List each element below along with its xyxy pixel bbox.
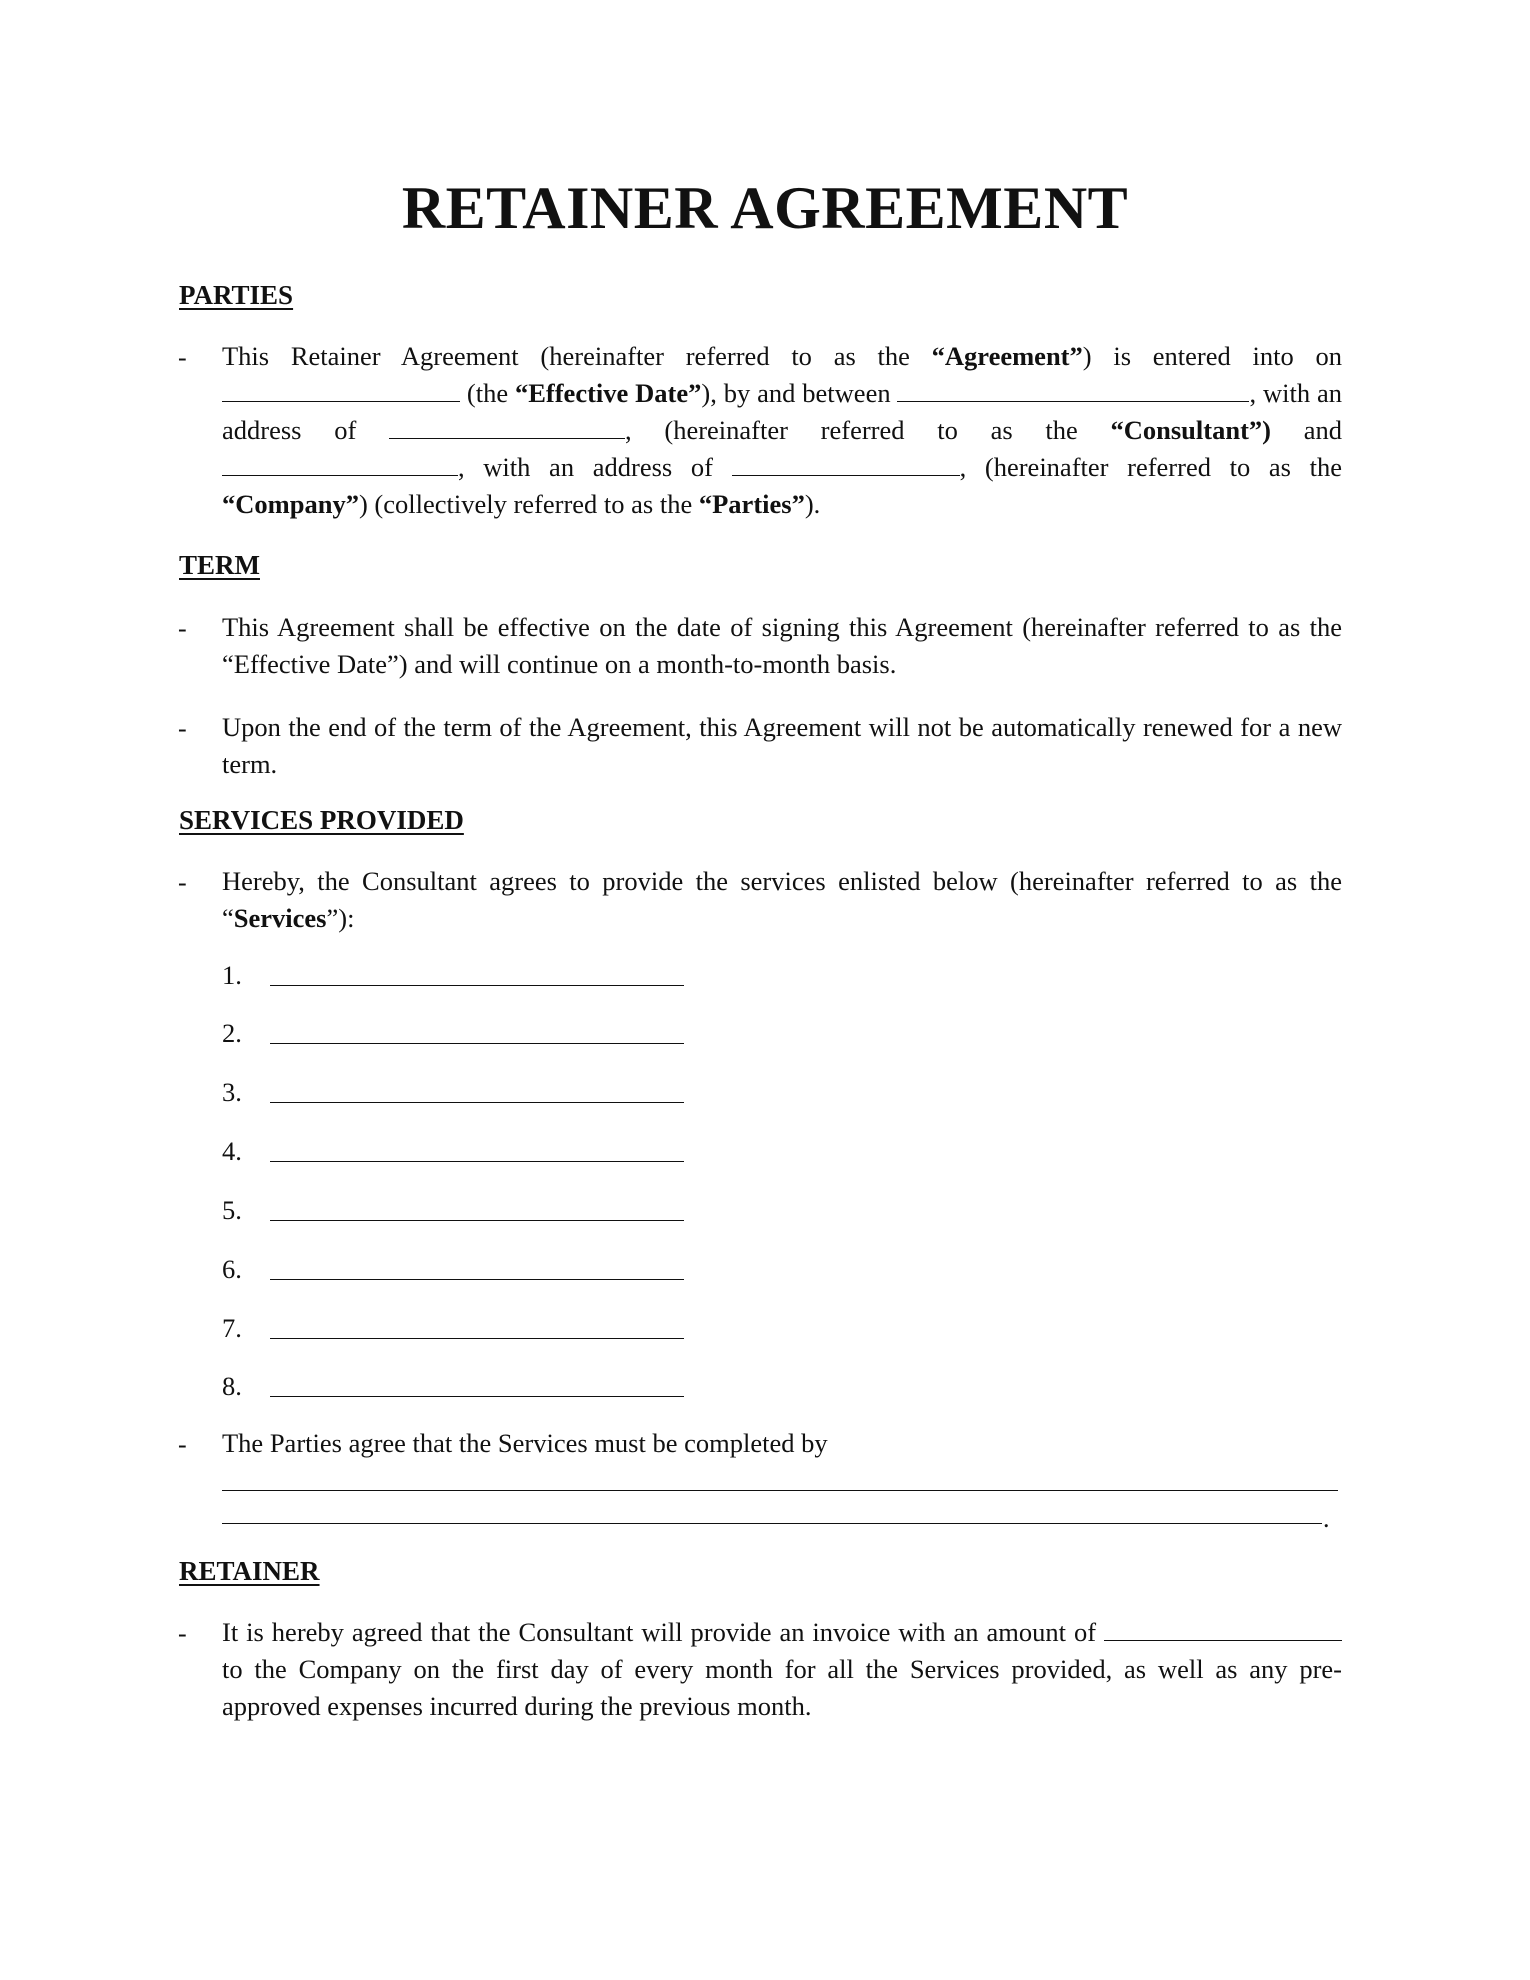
retainer-text: It is hereby agreed that the Consultant will provide an invoice with an amount of (222, 1617, 1104, 1647)
service-item-blank[interactable] (270, 1396, 684, 1397)
company-address-blank[interactable] (732, 453, 960, 476)
service-item-number: 2. (222, 1018, 242, 1048)
services-paragraph (222, 863, 1342, 937)
retainer-amount-blank[interactable] (1104, 1618, 1342, 1641)
service-item-blank[interactable] (270, 1043, 684, 1044)
parties-text: ), by and between (701, 378, 898, 408)
company-name-blank[interactable] (222, 453, 458, 476)
service-item-number: 6. (222, 1254, 242, 1284)
company-term: “Company” (222, 489, 359, 519)
parties-text: , with an address of (222, 378, 1342, 445)
service-item-blank[interactable] (270, 1338, 684, 1339)
service-item-number: 7. (222, 1313, 242, 1343)
agreement-term: “Agreement” (931, 341, 1083, 371)
section-heading-retainer: RETAINER (179, 1556, 320, 1586)
completion-period: . (1323, 1504, 1330, 1533)
parties-text: ) (collectively referred to as the (358, 489, 699, 519)
parties-text: ) is entered into on (1082, 341, 1342, 371)
parties-paragraph (222, 338, 1342, 523)
parties-text: , (hereinafter referred to as the (625, 415, 1111, 445)
term-paragraph-2: Upon the end of the term of the Agreement, this Agreement will not be automatically renewed for a new term. (222, 712, 1342, 779)
section-heading-term: TERM (179, 550, 260, 580)
service-item-blank[interactable] (270, 1102, 684, 1103)
consultant-term: “Consultant”) (1110, 415, 1271, 445)
service-item-blank[interactable] (270, 1220, 684, 1221)
service-item-number: 1. (222, 960, 242, 990)
parties-text: ). (804, 489, 821, 519)
parties-text: This Retainer Agreement (hereinafter referred to as the (222, 341, 932, 371)
bullet-dash: - (178, 1619, 187, 1648)
retainer-text: to the Company on the first day of every month for all the Services provided, as well as any pre-approved expenses incurred during the previous month. (222, 1654, 1342, 1721)
service-item-blank[interactable] (270, 985, 684, 986)
consultant-name-blank[interactable] (897, 379, 1249, 402)
document-title: RETAINER AGREEMENT (401, 175, 1129, 241)
parties-text: (the (460, 378, 515, 408)
section-heading-parties: PARTIES (179, 280, 294, 310)
service-item-number: 3. (222, 1077, 242, 1107)
section-heading-services: SERVICES PROVIDED (179, 805, 464, 835)
bullet-dash: - (178, 1430, 187, 1459)
service-item-number: 8. (222, 1371, 242, 1401)
parties-text: , (hereinafter referred to as the (959, 452, 1342, 482)
services-completion-text: The Parties agree that the Services must be completed by (222, 1428, 828, 1458)
effective-date-term: “Effective Date” (514, 378, 702, 408)
service-item-blank[interactable] (270, 1279, 684, 1280)
bullet-dash: - (178, 714, 187, 743)
parties-text: and (1271, 415, 1342, 445)
term-paragraph-1: This Agreement shall be effective on the date of signing this Agreement (hereinafter referred to as the “Effective Date”) and will continue on a month-to-month basis. (222, 612, 1342, 679)
consultant-address-blank[interactable] (389, 416, 625, 439)
services-text: Hereby, the Consultant agrees to provide the services enlisted below (hereinafter referred to as the “ (222, 866, 1342, 933)
services-text: ”): (326, 903, 355, 933)
effective-date-blank[interactable] (222, 379, 460, 402)
bullet-dash: - (178, 868, 187, 897)
completion-blank-2[interactable] (222, 1523, 1322, 1524)
bullet-dash: - (178, 614, 187, 643)
services-term: Services (233, 903, 327, 933)
service-item-blank[interactable] (270, 1161, 684, 1162)
completion-blank-1[interactable] (222, 1490, 1338, 1491)
parties-term: “Parties” (698, 489, 805, 519)
bullet-dash: - (178, 343, 187, 372)
service-item-number: 5. (222, 1195, 242, 1225)
parties-text: , with an address of (458, 452, 732, 482)
retainer-paragraph (222, 1614, 1342, 1725)
service-item-number: 4. (222, 1136, 242, 1166)
